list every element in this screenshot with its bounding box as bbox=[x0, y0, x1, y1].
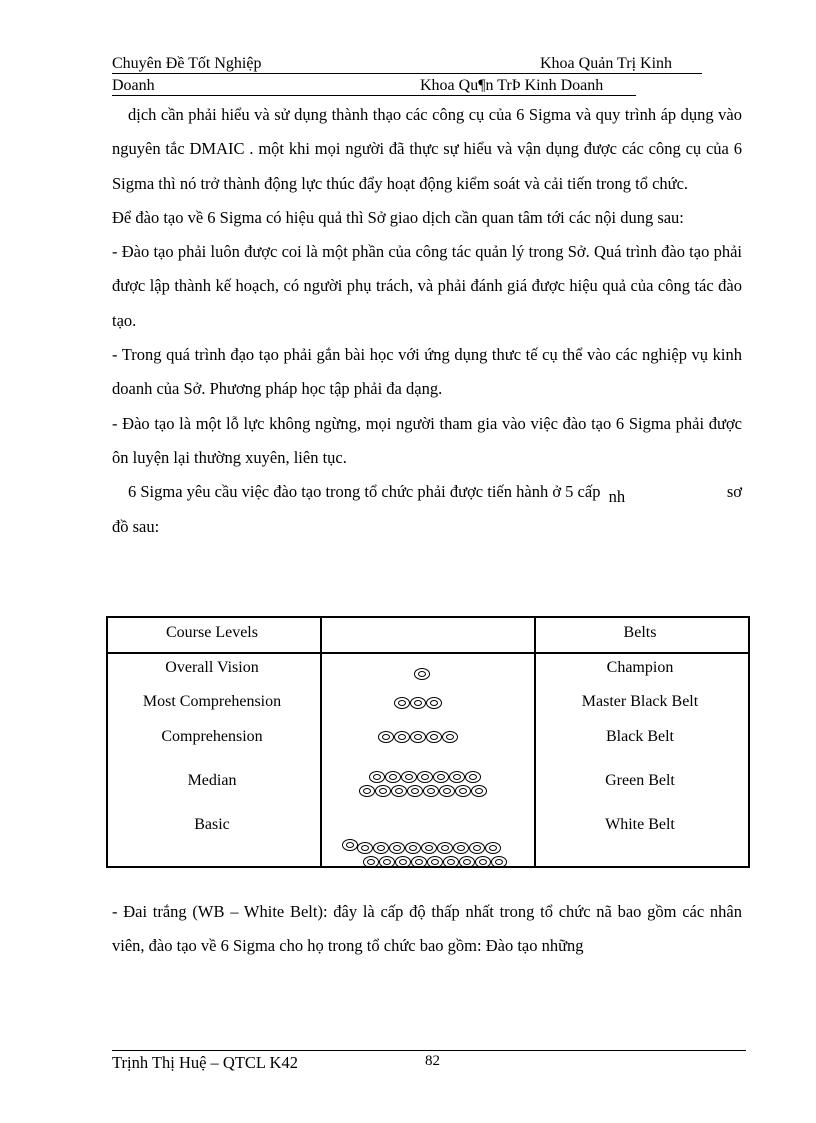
header-rule-2 bbox=[112, 95, 636, 96]
ring-icon bbox=[411, 856, 427, 868]
ring-icon bbox=[378, 731, 394, 743]
ring-icon bbox=[385, 771, 401, 783]
ring-icon bbox=[439, 785, 455, 797]
paragraph-7: đồ sau: bbox=[112, 516, 160, 536]
belt-label: White Belt bbox=[605, 816, 675, 833]
ring-icon bbox=[423, 785, 439, 797]
paragraph-3: - Đào tạo phải luôn được coi là một phần của công tác quản lý trong Sở. Quá trình đào tạo phải được lập thành kế hoạch, có người phụ trách, và phải đánh giá được hiệu quả của công tác đào tạo. bbox=[112, 242, 742, 330]
header-course-levels: Course Levels bbox=[166, 624, 258, 641]
ring-icon bbox=[475, 856, 491, 868]
ring-icon bbox=[373, 842, 389, 854]
ring-icon bbox=[485, 842, 501, 854]
ring-icon bbox=[410, 697, 426, 709]
belt-label: Master Black Belt bbox=[581, 693, 699, 710]
ring-icon bbox=[394, 697, 410, 709]
ring-icon bbox=[405, 842, 421, 854]
belts-cell bbox=[535, 653, 749, 867]
levels-cell bbox=[107, 653, 321, 867]
paragraph-6-main: 6 Sigma yêu cầu việc đào tạo trong tổ chức phải được tiến hành ở 5 cấp bbox=[128, 482, 601, 502]
ring-icon bbox=[410, 731, 426, 743]
ring-icon bbox=[391, 785, 407, 797]
body-text bbox=[112, 98, 742, 544]
footer-rule bbox=[112, 1050, 746, 1051]
ring-icon bbox=[453, 842, 469, 854]
header-left-line1: Chuyên Đề Tốt Nghiệp bbox=[112, 55, 262, 72]
ring-icon bbox=[389, 842, 405, 854]
ring-icon bbox=[426, 731, 442, 743]
ring-icon bbox=[414, 668, 430, 680]
ring-icon bbox=[442, 731, 458, 743]
belt-label: Champion bbox=[606, 659, 674, 676]
ring-icon bbox=[375, 785, 391, 797]
paragraph-6-end: sơ bbox=[726, 482, 742, 502]
paragraph-1: dịch cần phải hiểu và sử dụng thành thạo các công cụ của 6 Sigma và quy trình áp dụng vào nguyên tắc DMAIC . một khi mọi người đã thực sự hiểu và vận dụng được các công cụ của 6 Sigma thì nó trở thành động lực thúc đẩy hoạt động kiểm soát và cải tiến trong tổ chức. bbox=[112, 105, 742, 193]
page-number: 82 bbox=[425, 1053, 440, 1069]
ring-icon bbox=[491, 856, 507, 868]
ring-icon bbox=[443, 856, 459, 868]
belt-label: Black Belt bbox=[606, 728, 674, 745]
header-right-line2: Khoa Qu¶n TrÞ Kinh Doanh bbox=[420, 77, 604, 94]
ring-icon bbox=[427, 856, 443, 868]
header-rule-1 bbox=[112, 73, 702, 74]
ring-icon bbox=[342, 839, 358, 851]
level-label: Basic bbox=[194, 816, 230, 833]
ring-icon bbox=[395, 856, 411, 868]
ring-icon bbox=[437, 842, 453, 854]
ring-icon bbox=[394, 731, 410, 743]
ring-icon bbox=[465, 771, 481, 783]
ring-icon bbox=[471, 785, 487, 797]
header-belts: Belts bbox=[623, 624, 657, 641]
level-label: Most Comprehension bbox=[142, 693, 282, 710]
belt-label: Green Belt bbox=[605, 772, 675, 789]
level-label: Overall Vision bbox=[165, 659, 259, 676]
ring-icon bbox=[357, 842, 373, 854]
paragraph-4: - Trong quá trình đạo tạo phải gắn bài học với ứng dụng thưc tế cụ thể vào các nghiệp vụ kinh doanh của Sở. Phương pháp học tập phải đa dạng. bbox=[112, 345, 742, 399]
level-label: Comprehension bbox=[161, 728, 263, 745]
ring-icon bbox=[426, 697, 442, 709]
ring-icon bbox=[379, 856, 395, 868]
ring-icon bbox=[459, 856, 475, 868]
ring-icon bbox=[401, 771, 417, 783]
ring-icon bbox=[407, 785, 423, 797]
ring-icon bbox=[469, 842, 485, 854]
ring-icon bbox=[421, 842, 437, 854]
ring-icon bbox=[449, 771, 465, 783]
ring-icon bbox=[455, 785, 471, 797]
ring-icon bbox=[417, 771, 433, 783]
footer-author: Trịnh Thị Huệ – QTCL K42 bbox=[112, 1053, 298, 1072]
paragraph-6 bbox=[112, 475, 742, 509]
table-body-row bbox=[107, 653, 749, 867]
header-pyramid-cell bbox=[321, 617, 535, 653]
paragraph-6-sub: nh bbox=[608, 487, 626, 507]
level-label: Median bbox=[187, 772, 237, 789]
paragraph-5: - Đào tạo là một lỗ lực không ngừng, mọi người tham gia vào việc đào tạo 6 Sigma phải được ôn luyện lại thường xuyên, liên tục. bbox=[112, 413, 742, 467]
header-left-line2: Doanh bbox=[112, 77, 155, 94]
closing-text bbox=[112, 895, 742, 964]
paragraph-2: Để đào tạo về 6 Sigma có hiệu quả thì Sở giao dịch cần quan tâm tới các nội dung sau: bbox=[112, 207, 684, 227]
ring-icon bbox=[369, 771, 385, 783]
ring-icon bbox=[433, 771, 449, 783]
ring-icon bbox=[363, 856, 379, 868]
pyramid-cell bbox=[321, 653, 535, 867]
ring-icon bbox=[359, 785, 375, 797]
closing-paragraph: - Đai trắng (WB – White Belt): đây là cấp độ thấp nhất trong tổ chức nã bao gồm các nhân viên, đào tạo về 6 Sigma cho họ trong tổ chức bao gồm: Đào tạo những bbox=[112, 902, 742, 956]
header-right-line1: Khoa Quản Trị Kinh bbox=[540, 55, 673, 72]
